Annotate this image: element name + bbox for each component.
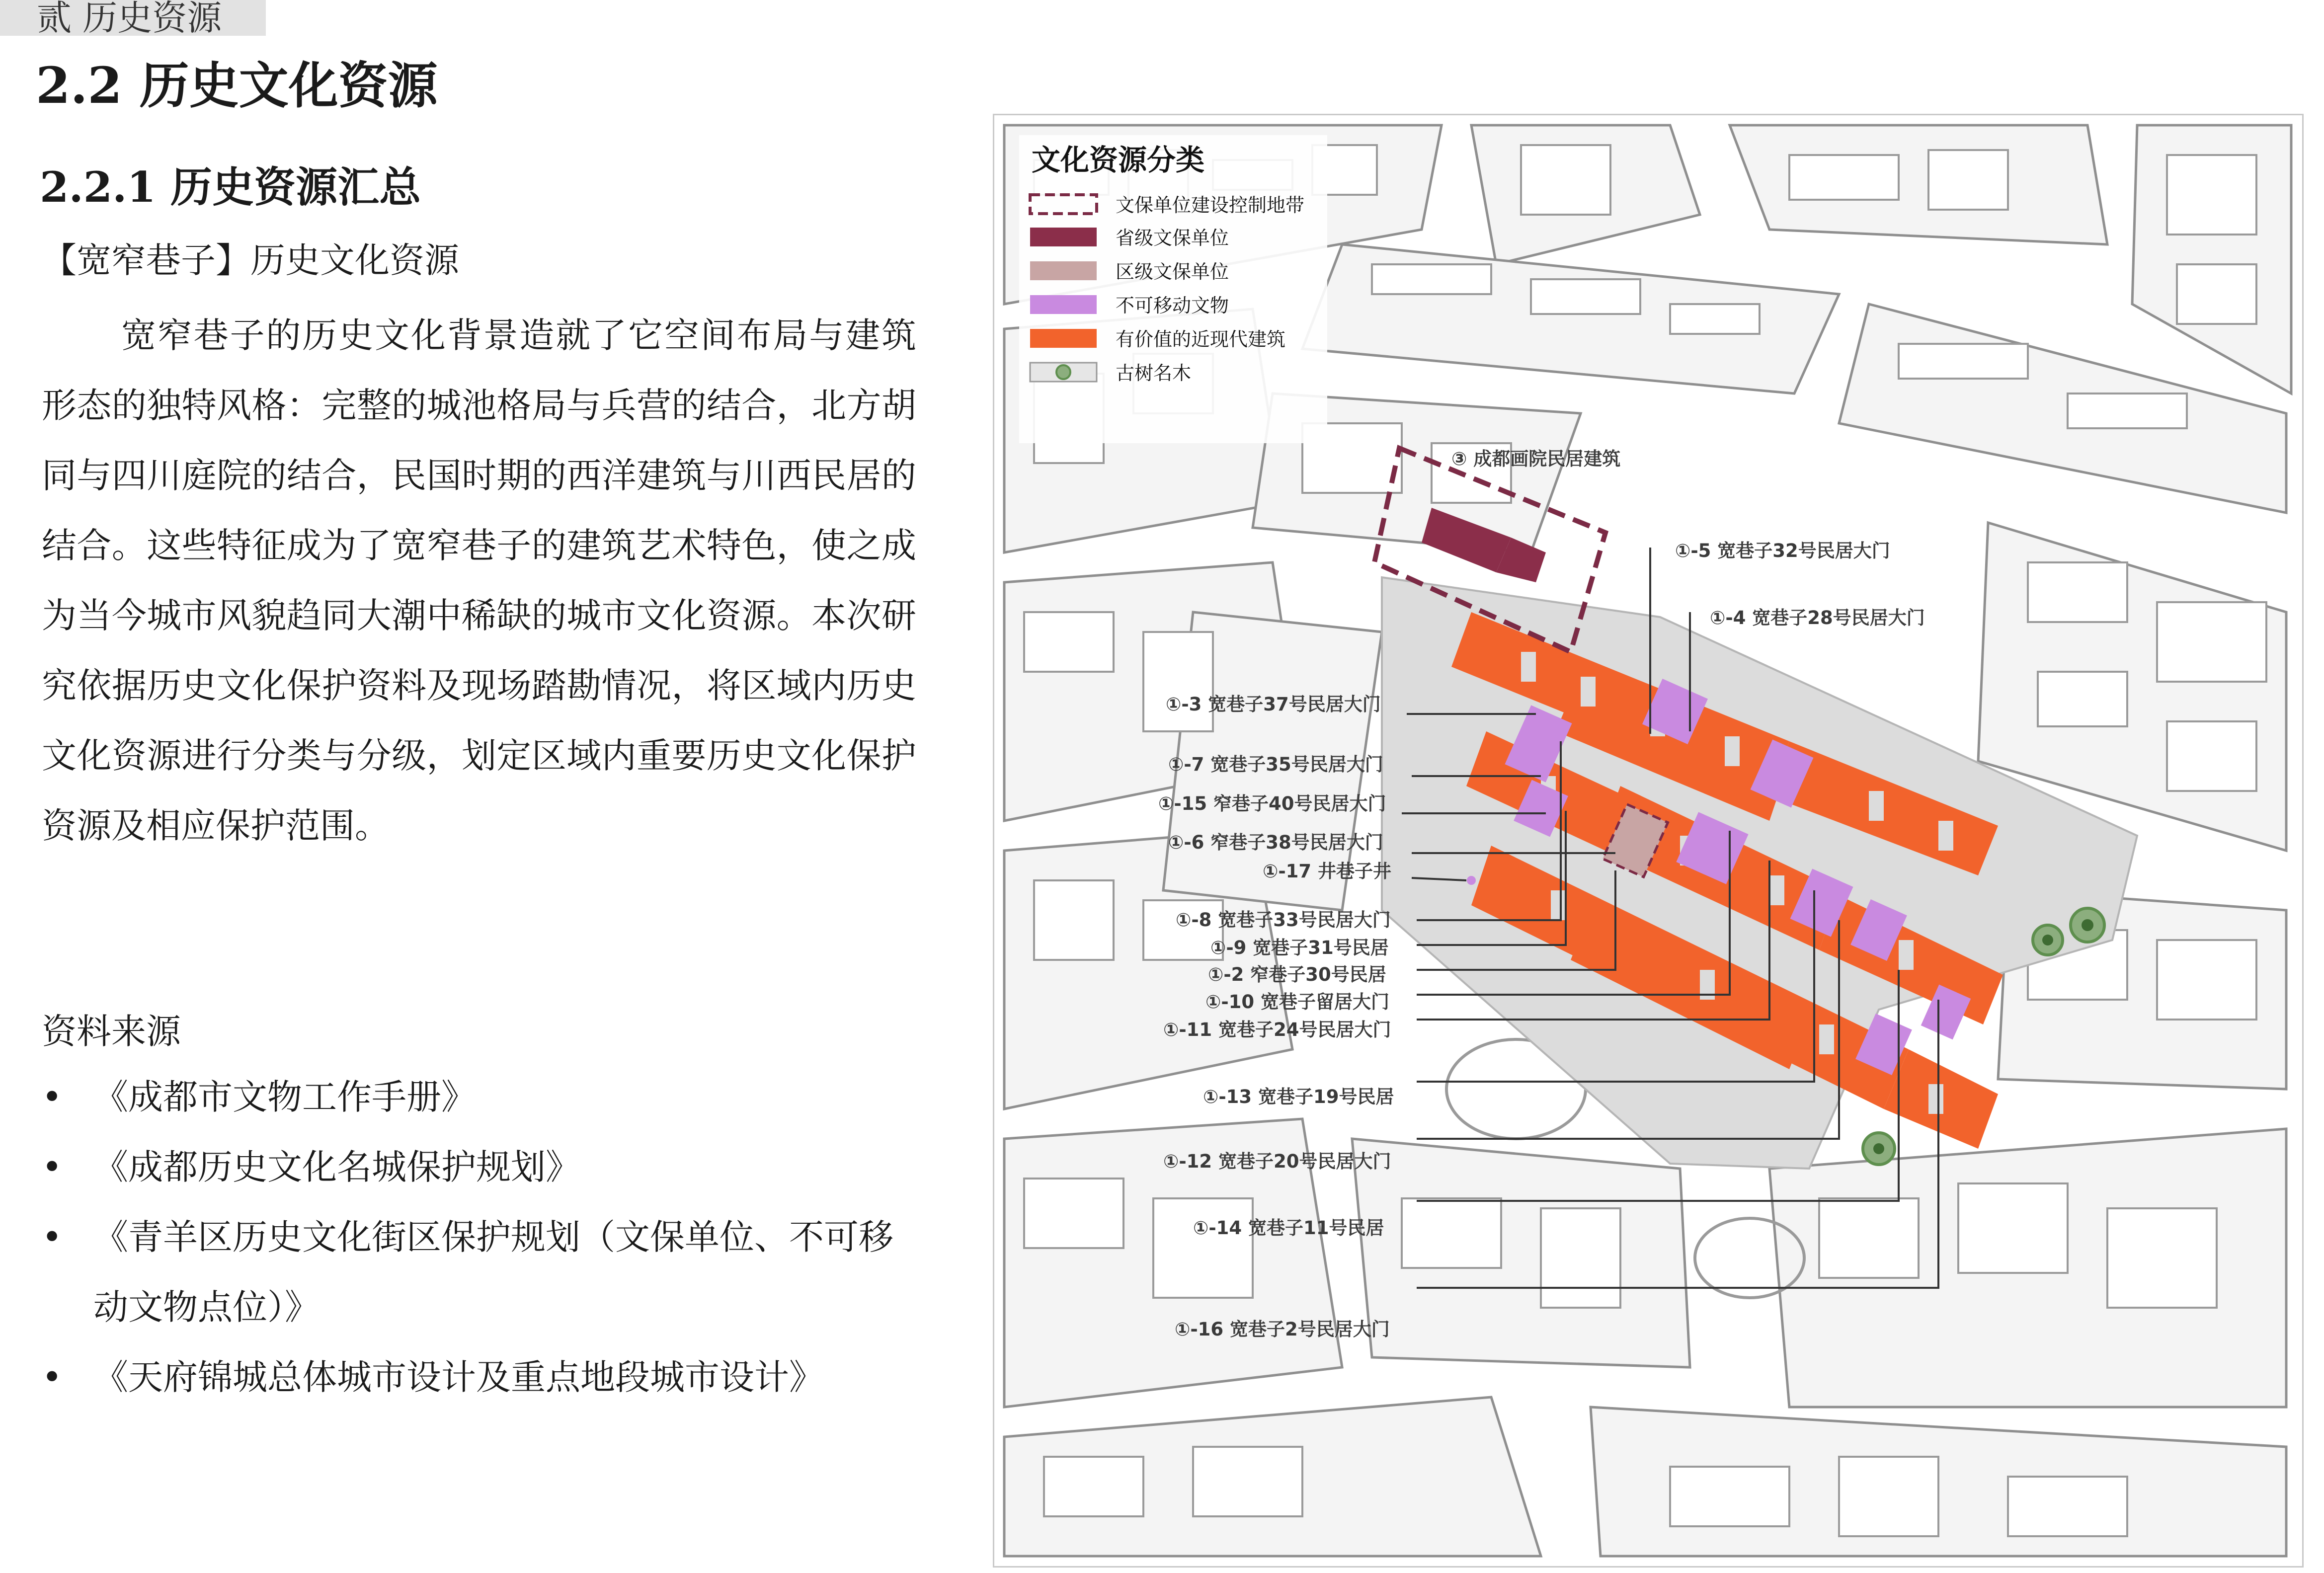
- callout-label: ①-17 井巷子井: [1263, 861, 1392, 882]
- map-svg: [994, 115, 2302, 1566]
- chapter-tag: 贰 历史资源: [0, 0, 266, 36]
- legend-label: 古树名木: [1116, 362, 1192, 384]
- callout-label: ①-8 宽巷子33号民居大门: [1176, 909, 1391, 931]
- legend-swatch-provincial: [1030, 228, 1097, 246]
- bullet-icon: •: [42, 1147, 63, 1187]
- callout-label: ①-7 宽巷子35号民居大门: [1168, 754, 1383, 775]
- legend-swatch-modern: [1030, 329, 1097, 348]
- bullet-icon: •: [42, 1217, 63, 1258]
- callout-label: ①-10 宽巷子留居大门: [1205, 991, 1390, 1013]
- legend-swatch-district: [1030, 261, 1097, 280]
- source-item: [42, 1202, 916, 1342]
- callout-label: ①-15 窄巷子40号民居大门: [1158, 793, 1386, 814]
- section-title: 2.2 历史文化资源: [36, 56, 438, 115]
- callout-label: ①-2 窄巷子30号民居: [1208, 964, 1386, 985]
- callout-label: ①-11 宽巷子24号民居大门: [1163, 1019, 1391, 1040]
- callout-label: ①-4 宽巷子28号民居大门: [1710, 607, 1925, 629]
- source-text: 《天府锦城总体城市设计及重点地段城市设计》: [93, 1357, 824, 1398]
- legend-swatch-immovable: [1030, 295, 1097, 314]
- source-text: 《成都历史文化名城保护规划》: [93, 1147, 580, 1187]
- body-paragraph: 宽窄巷子的历史文化背景造就了它空间布局与建筑形态的独特风格：完整的城池格局与兵营的结合，北方胡同与四川庭院的结合，民国时期的西洋建筑与川西民居的结合。这些特征成为了宽窄巷子的建筑艺术特色，使之成为当今城市风貌趋同大潮中稀缺的城市文化资源。本次研究依据历史文化保护资料及现场踏勘情况，将区域内历史文化资源进行分类与分级，划定区域内重要历史文化保护资源及相应保护范围。: [42, 315, 916, 846]
- callout-label: ①-12 宽巷子20号民居大门: [1163, 1151, 1391, 1172]
- bullet-icon: •: [42, 1357, 63, 1398]
- source-text: 《成都市文物工作手册》: [93, 1077, 476, 1117]
- legend-label: 省级文保单位: [1116, 227, 1229, 249]
- legend-title: 文化资源分类: [1032, 143, 1205, 177]
- callout-label: ①-13 宽巷子19号民居: [1203, 1086, 1394, 1107]
- topic-heading: 【宽窄巷子】历史文化资源: [42, 240, 459, 281]
- tree-icon: [1056, 365, 1070, 379]
- callout-label: ①-14 宽巷子11号民居: [1193, 1217, 1384, 1239]
- source-item: [42, 1342, 916, 1413]
- callout-label: ③ 成都画院民居建筑: [1451, 448, 1621, 470]
- legend-label: 文保单位建设控制地带: [1116, 194, 1305, 216]
- source-item: [42, 1132, 916, 1202]
- callout-label: ①-6 窄巷子38号民居大门: [1168, 832, 1383, 853]
- source-item: [42, 1062, 916, 1132]
- source-text: 《青羊区历史文化街区保护规划（文保单位、不可移动文物点位）》: [93, 1217, 893, 1328]
- legend-label: 不可移动文物: [1116, 295, 1229, 316]
- legend-label: 有价值的近现代建筑: [1116, 328, 1286, 350]
- callout-label: ①-16 宽巷子2号民居大门: [1175, 1319, 1390, 1340]
- callout-label: ①-3 宽巷子37号民居大门: [1166, 694, 1381, 715]
- cultural-resource-map: [993, 114, 2304, 1568]
- legend-panel: [1019, 135, 1327, 443]
- subsection-title: 2.2.1 历史资源汇总: [40, 162, 421, 212]
- callout-label: ①-5 宽巷子32号民居大门: [1675, 540, 1890, 561]
- bullet-icon: •: [42, 1077, 63, 1117]
- legend-label: 区级文保单位: [1116, 261, 1229, 283]
- callout-label: ①-9 宽巷子31号民居: [1210, 937, 1389, 958]
- sources-title: 资料来源: [42, 1011, 181, 1052]
- sources-list: [42, 1062, 916, 1413]
